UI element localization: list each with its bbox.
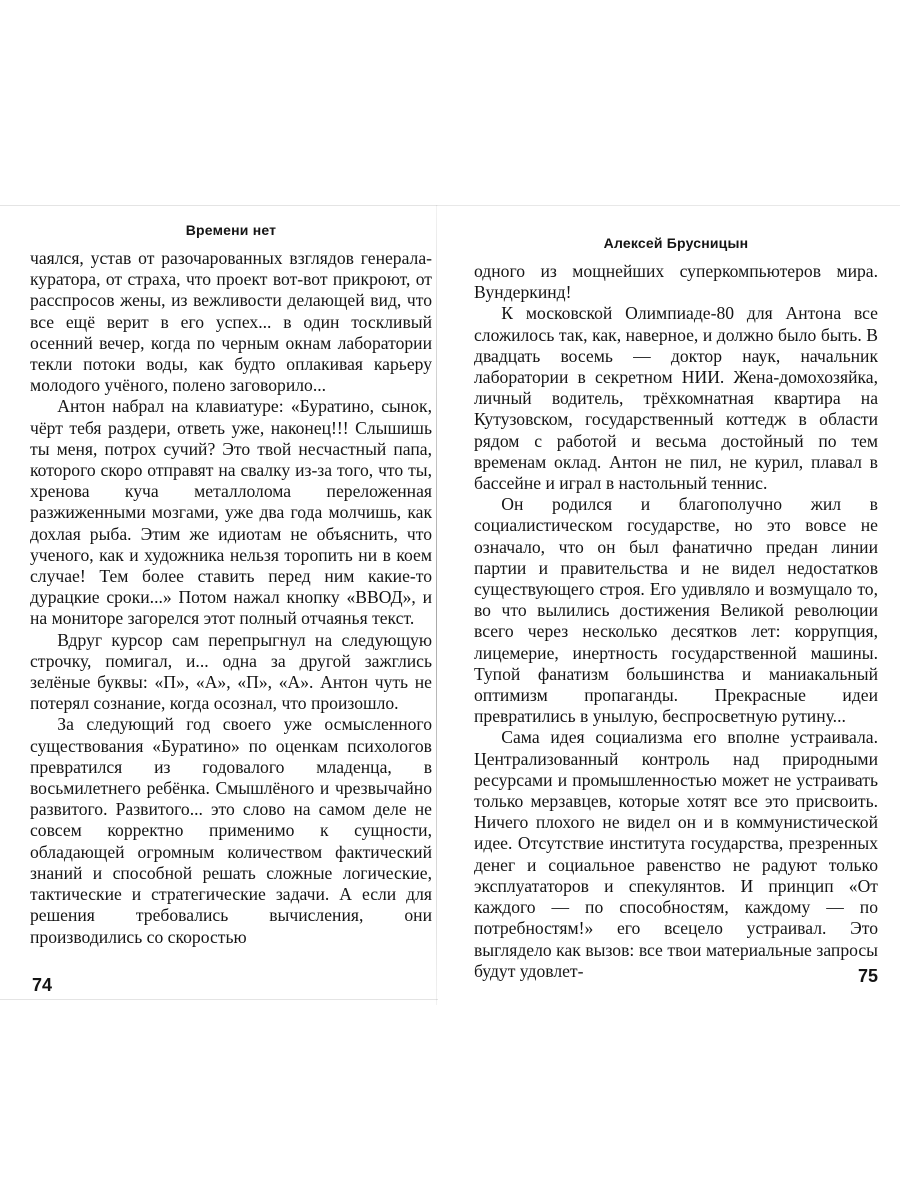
right-running-head: Алексей Брусницын [603, 235, 749, 251]
right-page-text [474, 261, 878, 982]
right-paragraph-4: Сама идея социализма его вполне устраивала. Централизованный контроль над природными ресурсами и промышленностью может не устраивать только мерзавцев, которые хотят все это присвоить. Ничего плохого не видел он и в коммунистической идее. Отсутствие института государства, презренных денег и социальное равенство не радуют только эксплуататоров и спекулянтов. И принцип «От каждого — по способностям, каждому — по потребностям!» его всецело устраивал. Это выглядело как вызов: все твои материальные запросы будут удовлет- [474, 727, 878, 981]
left-paragraph-3: Вдруг курсор сам перепрыгнул на следующую строчку, помигал, и... одна за другой зажглись зелёные буквы: «П», «А», «П», «А». Антон чуть не потерял сознание, когда осознал, что произошло. [30, 629, 432, 714]
left-paragraph-4: За следующий год своего уже осмысленного существования «Буратино» по оценкам психологов превратился из годовалого младенца, в восьмилетнего ребёнка. Смышлёного и чрезвычайно развитого. Развитого... это слово на самом деле не совсем корректно применимо к сущности, обладающей огромным количеством фактический знаний и способной решать сложные логические, тактические и стратегические задачи. А если для решения требовались вычисления, они производились со скоростью [30, 714, 432, 947]
right-paragraph-2: К московской Олимпиаде-80 для Антона все сложилось так, как, наверное, и должно было быть. В двадцать восемь — доктор наук, начальник лаборатории в секретном НИИ. Жена-домохозяйка, личный водитель, трёхкомнатная квартира на Кутузовском, государственный коттедж в области рядом с работой и весьма достойный по тем временам оклад. Антон не пил, не курил, плавал в бассейне и играл в настольный теннис. [474, 303, 878, 494]
left-running-head: Времени нет [185, 222, 277, 238]
left-page-text [30, 248, 432, 948]
book-gutter [436, 205, 437, 1005]
left-paragraph-1: чаялся, устав от разочарованных взглядов генерала-куратора, от страха, что проект вот-вот прикроют, от расспросов жены, из вежливости делающей вид, что все ещё верит в его успех... в один тоскливый осенний вечер, когда по черным окнам лаборатории текли потоки воды, как будто оплакивая карьеру молодого учёного, полено заговорило... [30, 248, 432, 396]
right-paragraph-1: одного из мощнейших суперкомпьютеров мира. Вундеркинд! [474, 261, 878, 303]
right-paragraph-3: Он родился и благополучно жил в социалистическом государстве, но это вовсе не означало, что он был фанатично предан линии партии и правительства и не видел недостатков существующего строя. Его удивляло и возмущало то, во что вылились достижения Великой революции всего через несколько десятков лет: коррупция, лицемерие, инертность государственной машины. Тупой фанатизм большинства и маниакальный оптимизм пропаганды. Прекрасные идеи превратились в унылую, беспросветную рутину... [474, 494, 878, 727]
right-page [474, 225, 878, 986]
left-paragraph-2: Антон набрал на клавиатуре: «Буратино, сынок, чёрт тебя раздери, ответь уже, наконец!!! Слышишь ты меня, потрох сучий? Это твой несчастный папа, которого скоро отправят на свалку из-за того, что ты, хренова куча металлолома переложенная разжиженными мозгами, уже два года молчишь, как дохлая рыба. Этим же идиотам не объяснить, что ученого, как и художника нельзя торопить ни в коем случае! Тем более ставить перед ним какие-то дурацкие сроки...» Потом нажал кнопку «ВВОД», и на мониторе загорелся этот полный отчаянья текст. [30, 396, 432, 629]
left-page-number: 74 [32, 975, 53, 995]
right-page-number: 75 [857, 966, 878, 986]
left-page [30, 212, 432, 996]
